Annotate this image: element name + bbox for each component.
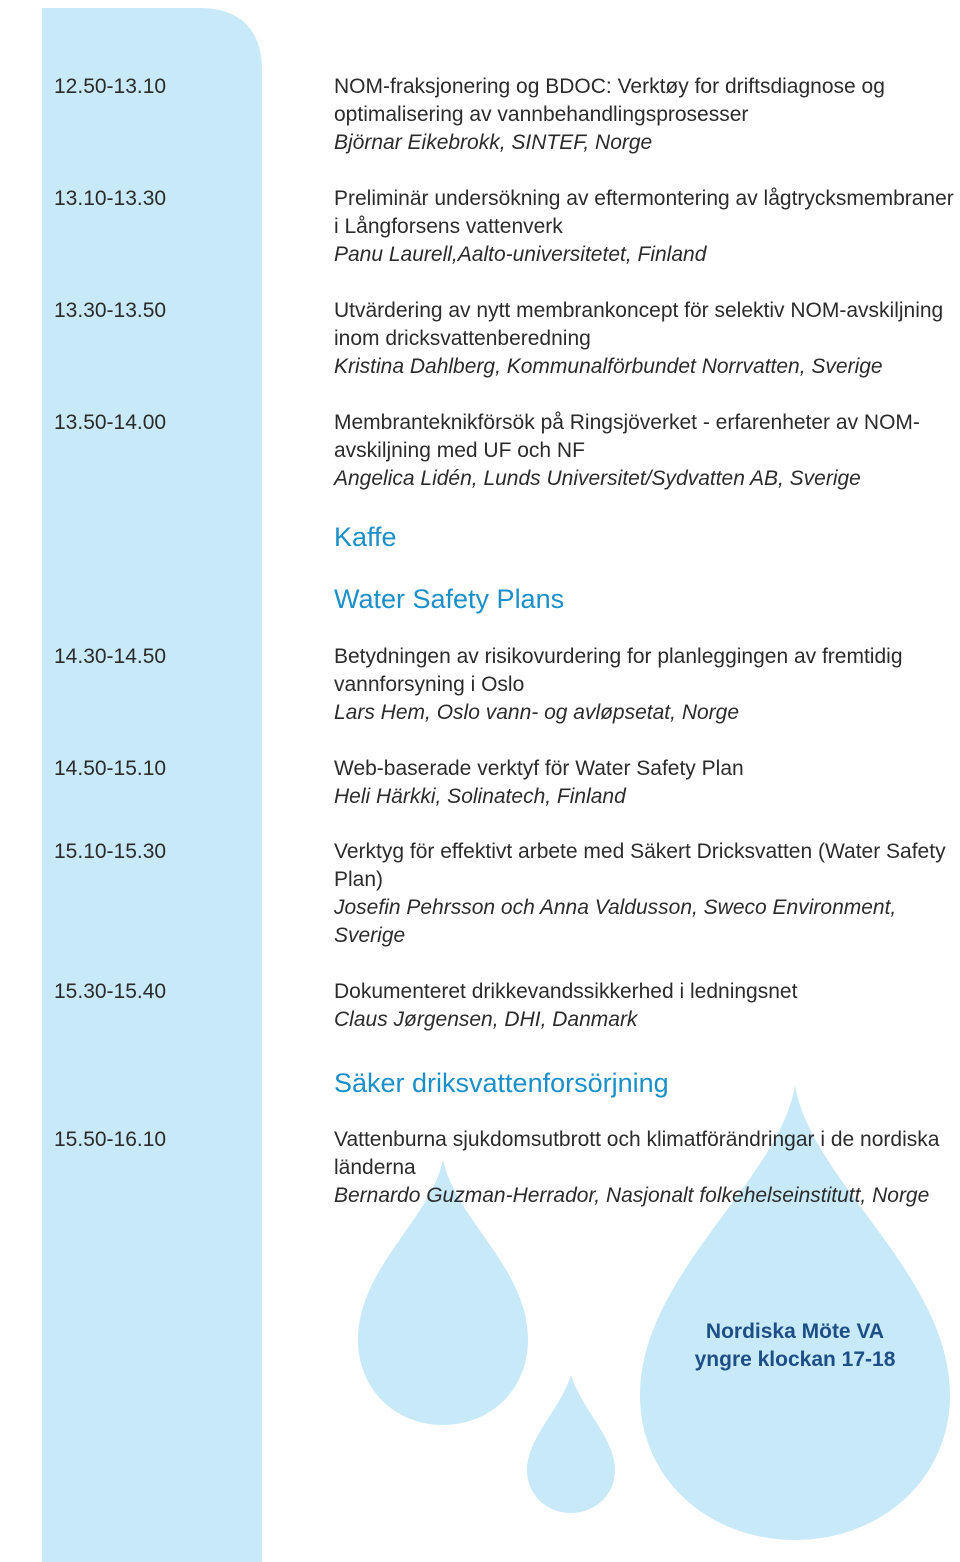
section-heading-safe-supply: Säker driksvattenforsörjning xyxy=(334,1068,669,1098)
talk-title: Verktyg för effektivt arbete med Säkert Dricksvatten (Water Safety Plan) xyxy=(334,840,946,891)
talk-title: Utvärdering av nytt membrankoncept för selektiv NOM-avskiljning inom dricksvattenberedning xyxy=(334,299,944,350)
meeting-note-line: Nordiska Möte VA xyxy=(705,1320,885,1343)
meeting-note xyxy=(650,1318,940,1374)
talk-title: NOM-fraksjonering og BDOC: Verktøy for driftsdiagnose og optimalisering av vannbehandlingsprosesser xyxy=(334,75,885,126)
section-heading-break: Kaffe xyxy=(334,522,397,552)
time-slot: 15.50-16.10 xyxy=(54,1128,167,1151)
talk-speaker: Bernardo Guzman-Herrador, Nasjonalt folkehelseinstitutt, Norge xyxy=(334,1184,930,1207)
program-item xyxy=(334,978,960,1034)
talk-title: Preliminär undersökning av eftermontering av lågtrycksmembraner i Långforsens vattenverk xyxy=(334,187,954,238)
talk-speaker: Panu Laurell,Aalto-universitetet, Finland xyxy=(334,243,707,266)
program-item xyxy=(334,297,960,381)
section-heading-water-safety: Water Safety Plans xyxy=(334,584,565,614)
program-item xyxy=(334,73,960,157)
time-slot: 12.50-13.10 xyxy=(54,75,167,98)
talk-speaker: Claus Jørgensen, DHI, Danmark xyxy=(334,1008,638,1031)
meeting-note-line: yngre klockan 17-18 xyxy=(694,1348,896,1371)
program-item xyxy=(334,838,960,950)
talk-speaker: Josefin Pehrsson och Anna Valdusson, Sweco Environment, Sverige xyxy=(334,896,897,947)
talk-title: Betydningen av risikovurdering for planleggingen av fremtidig vannforsyning i Oslo xyxy=(334,645,903,696)
talk-title: Web-baserade verktyf för Water Safety Plan xyxy=(334,757,744,780)
program-item xyxy=(334,755,960,811)
talk-speaker: Kristina Dahlberg, Kommunalförbundet Norrvatten, Sverige xyxy=(334,355,883,378)
time-slot: 15.10-15.30 xyxy=(54,840,167,863)
talk-title: Vattenburna sjukdomsutbrott och klimatförändringar i de nordiska länderna xyxy=(334,1128,940,1179)
time-slot: 13.30-13.50 xyxy=(54,299,167,322)
talk-speaker: Heli Härkki, Solinatech, Finland xyxy=(334,785,626,808)
sidebar-band xyxy=(42,8,262,1562)
program-item xyxy=(334,409,960,493)
talk-speaker: Angelica Lidén, Lunds Universitet/Sydvatten AB, Sverige xyxy=(334,467,861,490)
program-item xyxy=(334,1126,960,1210)
time-slot: 15.30-15.40 xyxy=(54,980,167,1003)
program-item xyxy=(334,185,960,269)
talk-title: Membranteknikförsök på Ringsjöverket - erfarenheter av NOM-avskiljning med UF och NF xyxy=(334,411,920,462)
talk-speaker: Lars Hem, Oslo vann- og avløpsetat, Norge xyxy=(334,701,740,724)
program-item xyxy=(334,643,960,727)
time-slot: 14.50-15.10 xyxy=(54,757,167,780)
water-drop-small-icon xyxy=(527,1375,615,1513)
talk-speaker: Björnar Eikebrokk, SINTEF, Norge xyxy=(334,131,653,154)
talk-title: Dokumenteret drikkevandssikkerhed i ledningsnet xyxy=(334,980,798,1003)
time-slot: 13.50-14.00 xyxy=(54,411,167,434)
time-slot: 13.10-13.30 xyxy=(54,187,167,210)
time-slot: 14.30-14.50 xyxy=(54,645,167,668)
